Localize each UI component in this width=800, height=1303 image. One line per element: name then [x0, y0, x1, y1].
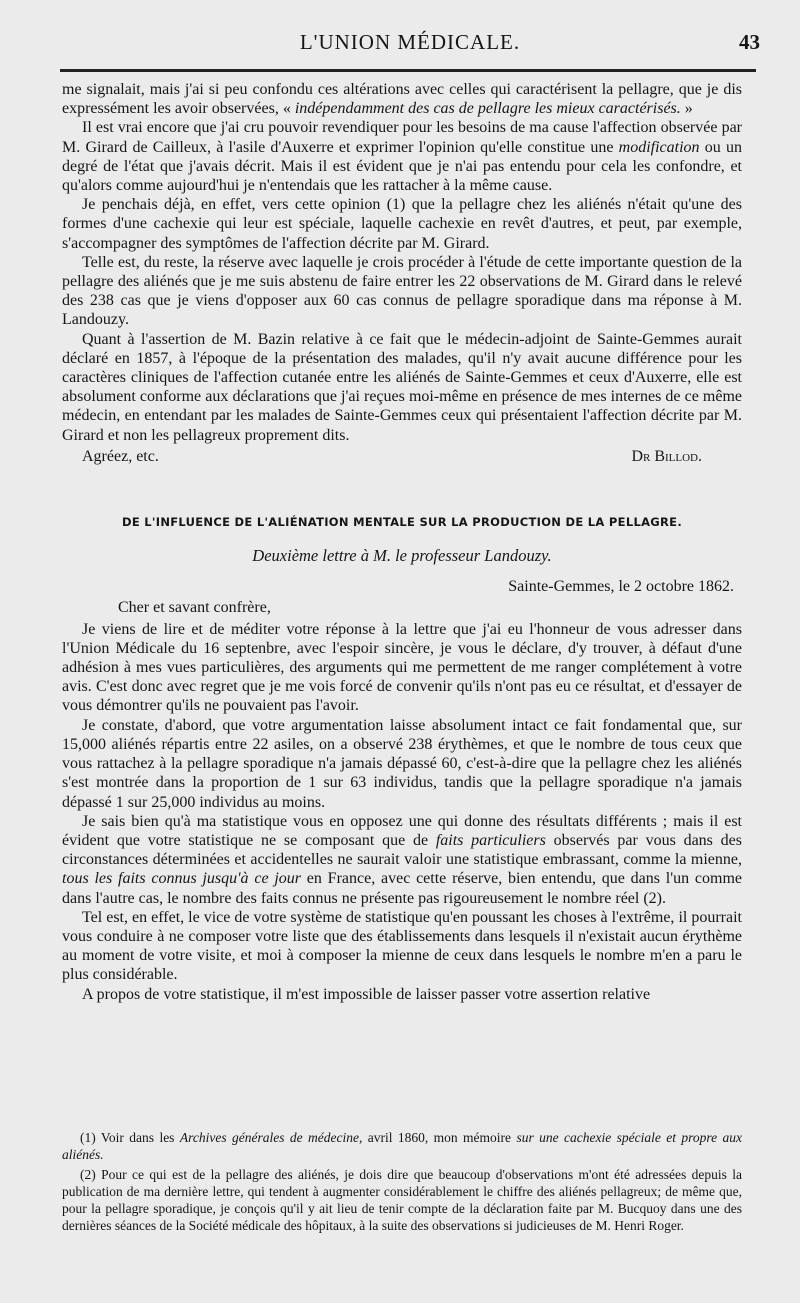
letter-body [62, 620, 742, 1004]
paragraph: A propos de votre statistique, il m'est impossible de laisser passer votre assertion relative [82, 985, 651, 1003]
signoff [62, 445, 742, 467]
running-title: L'UNION MÉDICALE. [299, 30, 521, 54]
paragraph: Quant à l'assertion de M. Bazin relative à ce fait que le médecin-adjoint de Sainte-Gemmes aurait déclaré en 1857, à l'époque de la présentation des malades, qu'il n'y avait aucune différence pour les caractères cliniques de l'affection cutanée entre les aliénés de Sainte-Gemmes et ceux d'Auxerre, elle est absolument conforme aux déclarations que j'ai reçues moi-même en présence de mes internes de ce même médecin, en entendant par les malades de Sainte-Gemmes ceux qui présentaient l'affection décrite par M. Girard et non les pellagreux proprement dits. [62, 330, 742, 444]
paragraph: Je penchais déjà, en effet, vers cette opinion (1) que la pellagre chez les aliénés n'était qu'une des formes d'une cachexie qui leur est spéciale, laquelle cachexie en revêt d'autres, et peut, par exemple, s'accompagner des symptômes de l'affection décrite par M. Girard. [62, 196, 742, 252]
italic-quote: indépendamment des cas de pellagre les mieux caractérisés. [294, 100, 681, 118]
text-run: me signalait, mais j'ai si peu confondu ces altérations avec celles qui caractérisent la pellagre, que je dis expressément les avoir observées, « [62, 81, 742, 118]
text-run: , avril 1860, mon mémoire [358, 1130, 517, 1145]
paragraph [62, 80, 742, 118]
dateline: Sainte-Gemmes, le 2 octobre 1862. [508, 578, 734, 596]
footnote-1 [62, 1129, 742, 1163]
footnote-2: (2) Pour ce qui est de la pellagre des aliénés, je dois dire que beaucoup d'observations m'ont été adressées depuis la publication de ma dernière lettre, qui tendent à augmenter considérablement le chiffre des aliénés pellagreux; de même que, pour la pellagre sporadique, je conçois qu'il y ait lieu de tenir compte de la déclaration faite par M. Bucquoy dans une des dernières séances de la Société médicale des hôpitaux, à la suite des observations si judicieuses de M. Henri Roger. [62, 1167, 742, 1233]
signature: Dr Billod. [631, 447, 702, 465]
salutation: Cher et savant confrère, [118, 599, 271, 617]
section-subtitle: Deuxième lettre à M. le professeur Landouzy. [252, 546, 552, 566]
text-run: Il est vrai encore que j'ai cru pouvoir revendiquer pour les besoins de ma cause l'affection observée par M. Girard de Cailleux, à l'asile d'Auxerre et exprimer l'opinion qu'elle constitue une [62, 119, 742, 156]
article-body [62, 80, 742, 1004]
paragraph: Je viens de lire et de méditer votre réponse à la lettre que j'ai eu l'honneur de vous adresser dans l'Union Médicale du 16 septenbre, avec l'espoir sincère, je vous le déclare, d'y trouver, à défaut d'une adhésion à mes vues particulières, des arguments qui me permettent de me ranger complétement à votre avis. C'est donc avec regret que je me vois forcé de convenir qu'ils n'ont pas eu ce résultat, et d'essayer de vous démontrer qu'ils ne pouvaient pas l'avoir. [62, 620, 742, 715]
italic-term: modification [618, 138, 700, 156]
closing: Agréez, etc. [82, 447, 159, 465]
paragraph: Je constate, d'abord, que votre argumentation laisse absolument intact ce fait fondamental que, sur 15,000 aliénés répartis entre 22 asiles, on a observé 238 érythèmes, et que le nombre de tous ceux que vous rattachez à la pellagre sporadique n'a jamais dépassé 60, c'est-à-dire que la pellagre chez les aliénés s'est montrée dans la proportion de 1 sur 63 individus, tandis que la pellagre sporadique n'a jamais dépassé 1 sur 25,000 individus au moins. [62, 716, 742, 811]
text-run: » [680, 100, 693, 118]
text-run: (1) Voir dans les [80, 1130, 180, 1145]
italic-term: tous les faits connus jusqu'à ce jour [62, 870, 302, 888]
italic-title: Archives générales de médecine [179, 1130, 359, 1145]
text-run: observés par vous dans des circonstances déterminées et accidentelles ne saurait valoir une statistique embrassant, comme la mienne, [62, 831, 742, 869]
text-run: ou un degré de l'état que j'avais décrit. Mais il est évident que je n'ai pas entendu pour cela les confondre, et qu'alors comme aujourd'hui je n'entendais que les rattacher à la même cause. [62, 138, 743, 195]
text-run: Je sais bien qu'à ma statistique vous en opposez une qui donne des résultats différents ; mais il est évident que votre statistique ne se composant que de [62, 812, 742, 849]
italic-term: faits particuliers [435, 831, 546, 849]
paragraph [62, 118, 742, 195]
footnotes [62, 1129, 742, 1234]
section-title: DE L'INFLUENCE DE L'ALIÉNATION MENTALE SUR LA PRODUCTION DE LA PELLAGRE. [121, 514, 682, 529]
header-rule [60, 69, 756, 72]
page-number: 43 [739, 30, 760, 54]
paragraph [62, 812, 742, 908]
italic-title: sur une cachexie spéciale et propre aux aliénés. [62, 1130, 742, 1162]
text-run: en France, avec cette réserve, bien entendu, que dans l'un comme dans l'autre cas, le nombre des faits connus ne présente pas rigoureusement le nombre réel (2). [62, 870, 742, 907]
paragraph: Telle est, du reste, la réserve avec laquelle je crois procéder à l'étude de cette importante question de la pellagre des aliénés que je me suis abstenu de faire entrer les 22 observations de M. Girard dans le relevé des 238 cas que je viens d'opposer aux 60 cas connus de pellagre sporadique dans ma réponse à M. Landouzy. [62, 253, 742, 329]
paragraph: Tel est, en effet, le vice de votre système de statistique qu'en poussant les choses à l'extrême, il pourrait vous conduire à ne composer votre liste que des établissements dans lesquels il n'existait aucun érythème au moment de votre visite, et moi à composer la mienne de ceux dans lesquels le nombre m'en a paru le plus considérable. [62, 908, 742, 984]
page-header [60, 30, 760, 70]
